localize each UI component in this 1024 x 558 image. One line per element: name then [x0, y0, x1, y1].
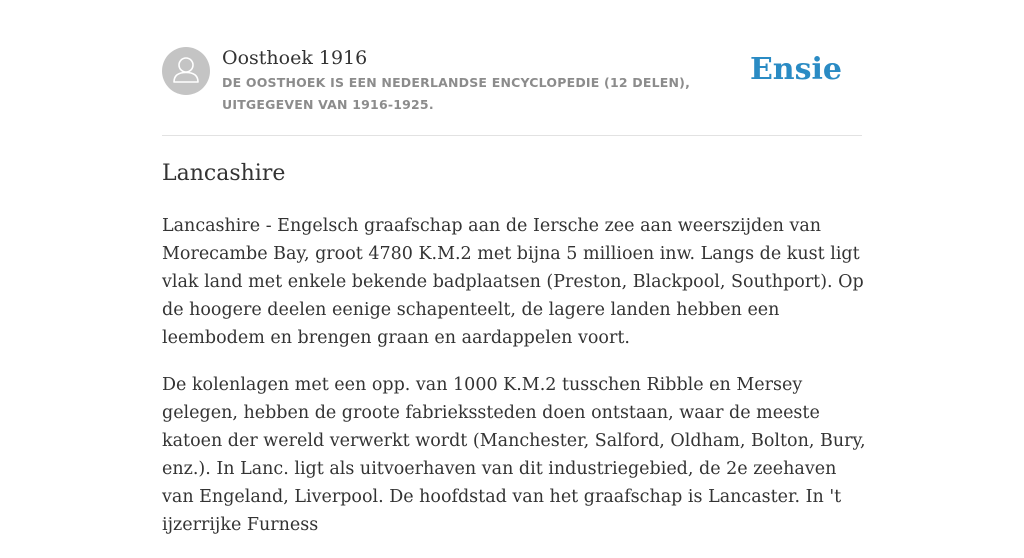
- avatar[interactable]: [162, 47, 210, 95]
- source-title[interactable]: Oosthoek 1916: [222, 47, 368, 69]
- brand-logo[interactable]: Ensie: [749, 52, 842, 87]
- article-paragraph: De kolenlagen met een opp. van 1000 K.M.2 tusschen Ribble en Mersey gelegen, hebben de groote fabriekssteden doen ontstaan, waar de meeste katoen der wereld verwerkt wordt (Manchester, Salford, Oldham, Bolton, Bury, enz.). In Lanc. ligt als uitvoerhaven van dit industriegebied, de 2e zeehaven van Engeland, Liverpool. De hoofdstad van het graafschap is Lancaster. In 't ijzerrijke Furness: [162, 375, 866, 535]
- source-description: DE OOSTHOEK IS EEN NEDERLANDSE ENCYCLOPEDIE (12 DELEN), UITGEGEVEN VAN 1916-1925.: [222, 75, 691, 112]
- source-header: [162, 44, 862, 136]
- article-title: Lancashire: [162, 161, 286, 186]
- article-paragraph: Lancashire - Engelsch graafschap aan de Iersche zee aan weerszijden van Morecambe Bay, groot 4780 K.M.2 met bijna 5 millioen inw. Langs de kust ligt vlak land met enkele bekende badplaatsen (Preston, Blackpool, Southport). Op de hoogere deelen eenige schapenteelt, de lagere landen hebben een leembodem en brengen graan en aardappelen voort.: [162, 216, 864, 348]
- article-body: [162, 212, 866, 558]
- user-silhouette-icon: [162, 47, 210, 95]
